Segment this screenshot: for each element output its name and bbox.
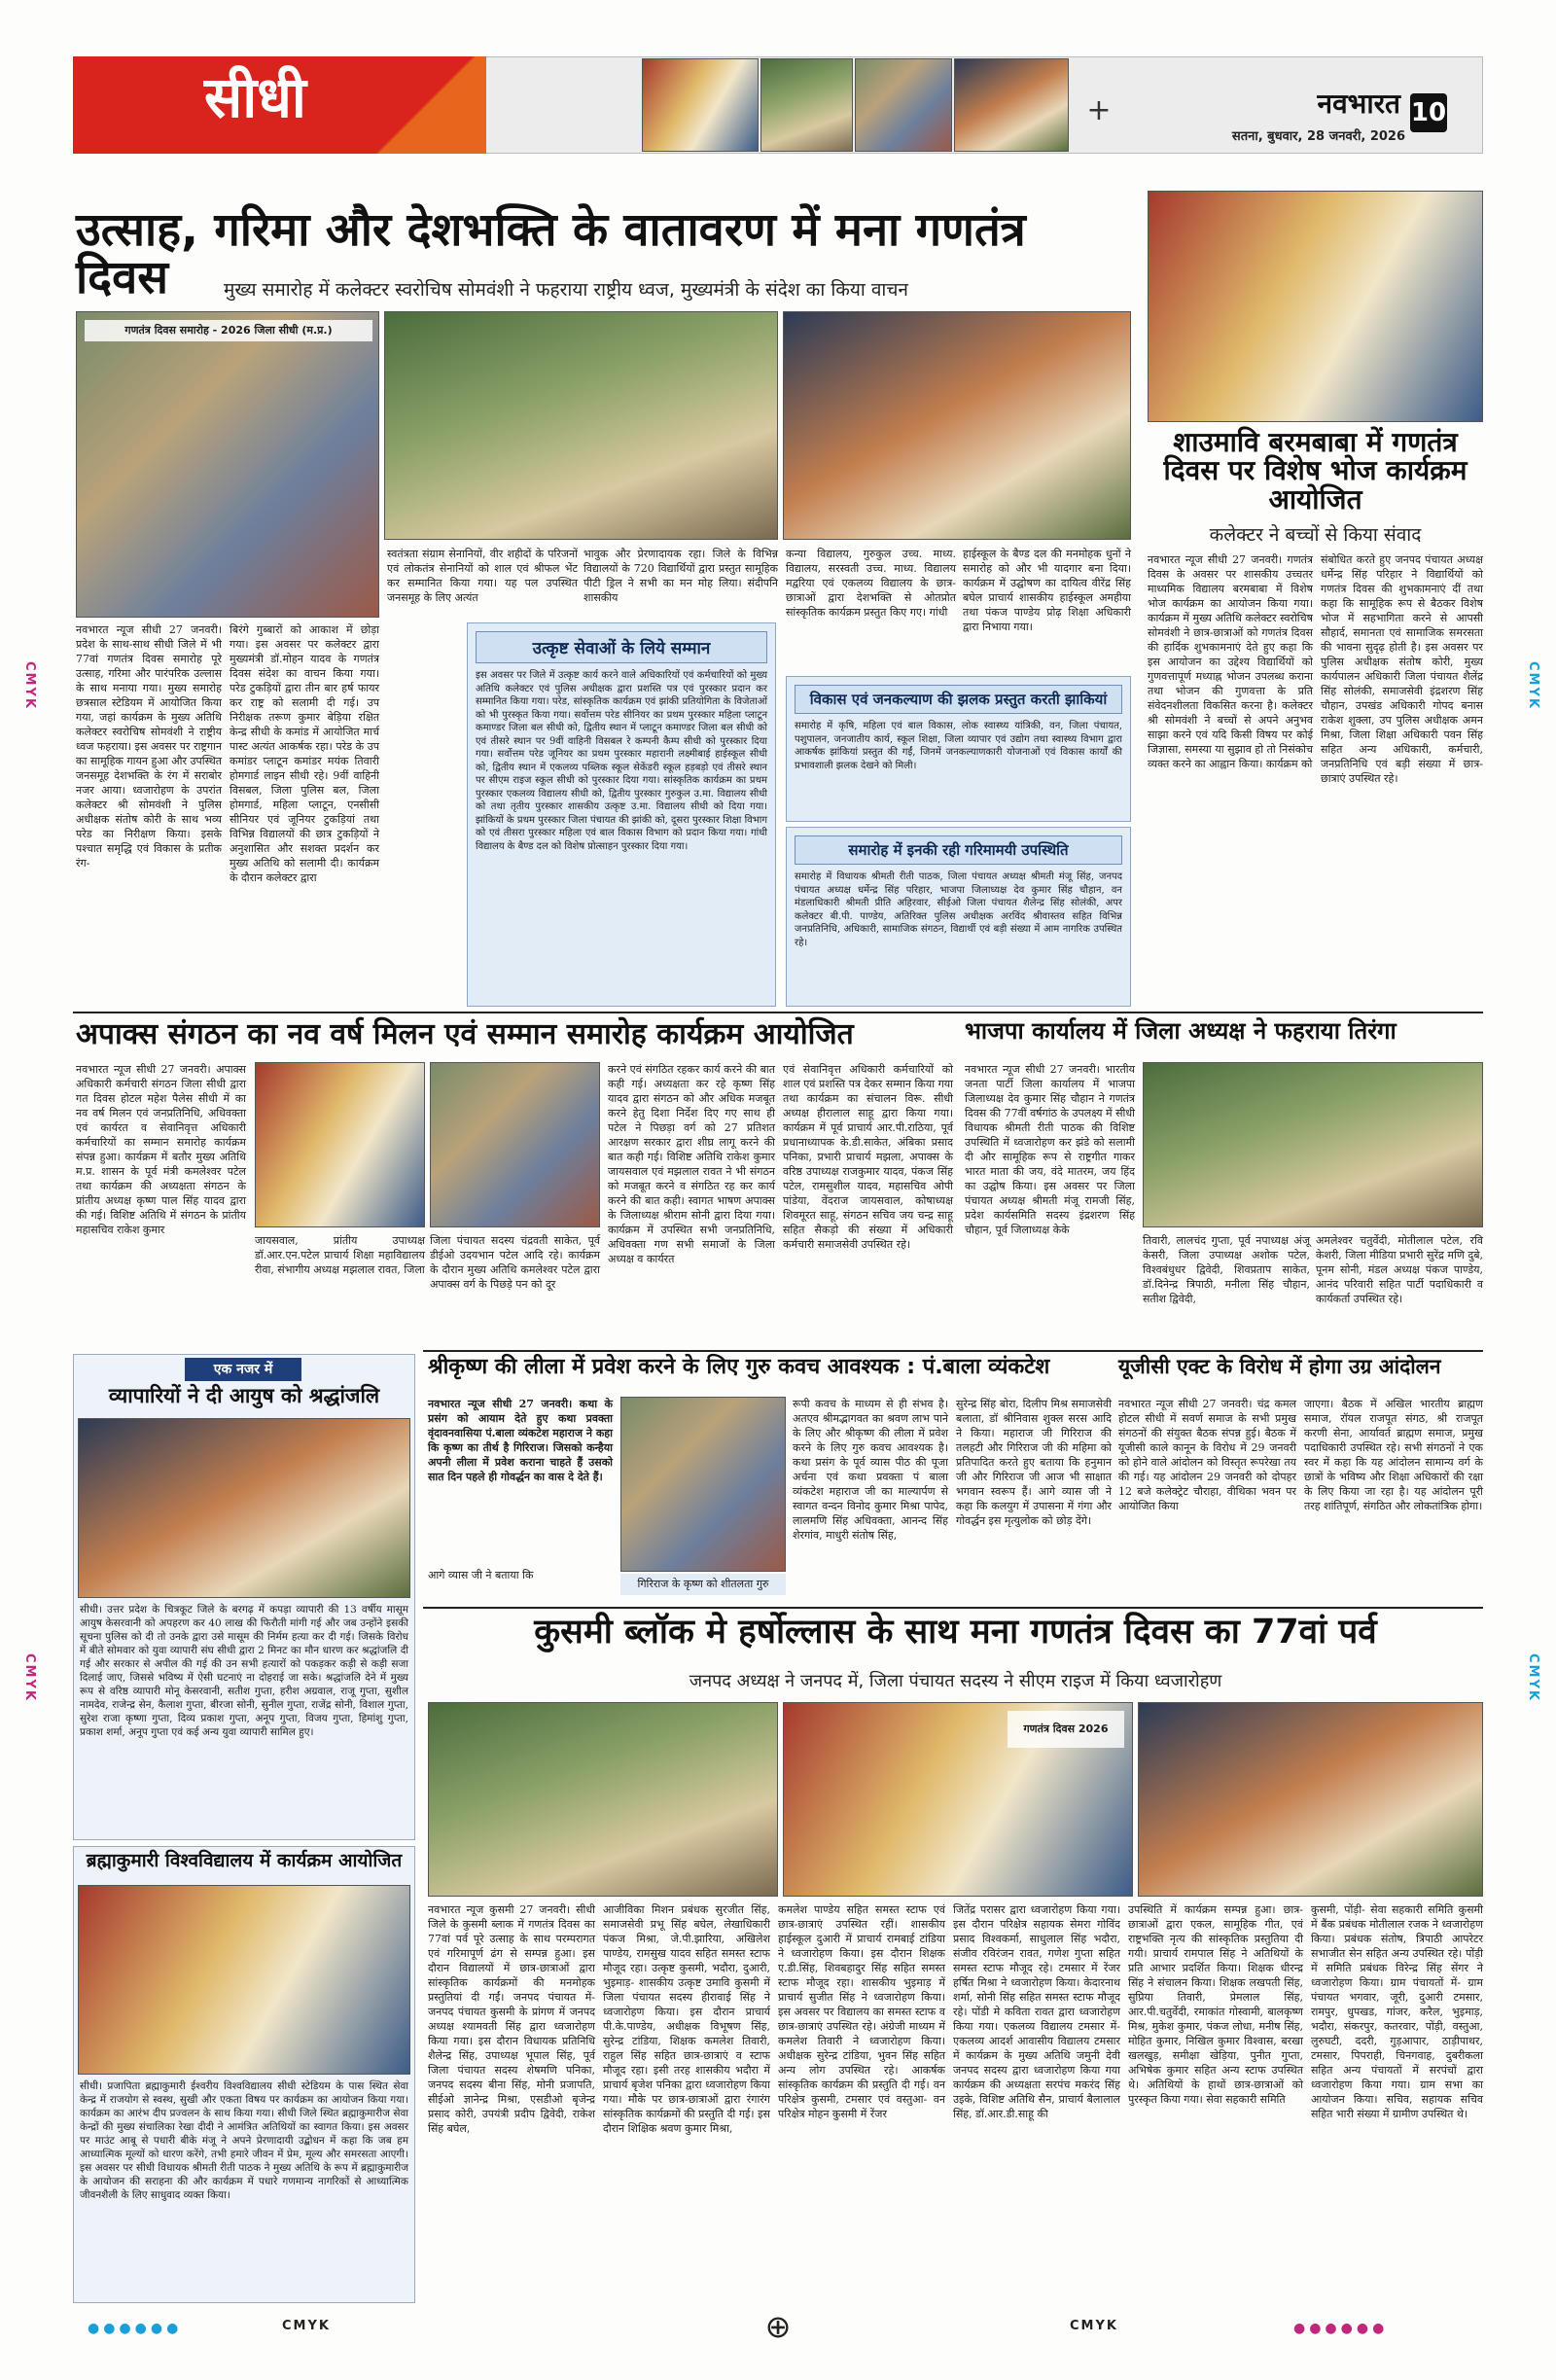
- lead-col-4: भावुक और प्रेरणादायक रहा। जिले के विभिन्न विद्यालयों के 720 विद्यार्थियों द्वारा प्रस्तुत सामूहिक पीटी ड्रिल ने सभी का मन मोह लिया। संदीपनि शासकीय: [584, 548, 778, 604]
- registration-mark-icon: ⊕: [764, 2308, 792, 2345]
- page-number: 10: [1410, 93, 1447, 132]
- cmyk-mark-left-mid: CMYK: [22, 1653, 37, 1702]
- lead-photo-drill: [783, 311, 1131, 540]
- box-dignitaries-body: समारोह में विधायक श्रीमती रीती पाठक, जिला पंचायत अध्यक्ष श्रीमती मंजू सिंह, जनपद पंचायत अध्यक्ष धर्मेन्द्र सिंह परिहार, भाजपा जिलाध्यक्ष देव कुमार सिंह चौहान, वन मंडलाधिकारी श्रीमती प्रीति अहिरवार, सीईओ जिला पंचायत शैलेन्द्र सिंह सोलंकी, अपर कलेक्टर बी.पी. पाण्डेय, अतिरिक्त पुलिस अधीक्षक अरविंद श्रीवास्तव सहित विभिन्न जनप्रतिनिधि, अधिकारी, सामाजिक संगठन, विद्यार्थी एवं बड़ी संख्या में आम नागरिक उपस्थित रहे।: [795, 871, 1122, 948]
- divider-3: [423, 1607, 1483, 1609]
- lead-col-5: कन्या विद्यालय, गुरुकुल उच्च. माध्य. विद्यालय, सरस्वती उच्च. माध्य. विद्यालय मद्वरिया एवं एकलव्य विद्यालय के छात्र-छात्राओं द्वारा देशभक्ति से ओतप्रोत सांस्कृतिक कार्यक्रम प्रस्तुत किए गए। गांधी: [786, 548, 956, 619]
- kusmi-photo-2: [783, 1702, 1133, 1897]
- box-tableaux-title: विकास एवं जनकल्याण की झलक प्रस्तुत करती झाकियां: [795, 685, 1122, 714]
- brand-name: नवभारत: [1317, 88, 1400, 120]
- bjp-headline: भाजपा कार्यालय में जिला अध्यक्ष ने फहराया तिरंगा: [965, 1017, 1397, 1045]
- color-dots-right-icon: ●●●●●●: [1293, 2321, 1389, 2336]
- cmyk-mark-right-top: CMYK: [1526, 661, 1540, 710]
- bjp-col-1: नवभारत न्यूज सीधी 27 जनवरी। भारतीय जनता पार्टी जिला कार्यालय में भाजपा जिलाध्यक्ष देव कुमार सिंह चौहान ने गणतंत्र दिवस की 77वीं वर्षगांठ के उपलक्ष्य में सीधी विधायक श्रीमती रीती पाठक की विशिष्ट उपस्थिति में ध्वजारोहण कर झंडे को सलामी दी और सामूहिक रूप से राष्ट्रगीत गाकर भारत माता की जय, वंदे मातरम, जय हिंद का उद्घोष किया। इस अवसर पर जिला पंचायत अध्यक्ष श्रीमती मंजू रामजी सिंह, प्रदेश कार्यसमिति सदस्य इंद्रशरण सिंह चौहान, पूर्व जिलाध्यक्ष केके: [965, 1063, 1135, 1236]
- kusmi-col-1: नवभारत न्यूज कुसमी 27 जनवरी। सीधी जिले के कुसमी ब्लाक में गणतंत्र दिवस का 77वां पर्व पूरे उत्साह के साथ परम्परागत एवं गरिमापूर्ण ढंग से सम्पन्न हुआ। इस दौरान विद्यालयों में छात्र-छात्राओं द्वारा सांस्कृतिक कार्यक्रमों की मनमोहक प्रस्तुतियां दी गईं। जनपद पंचायत में- जनपद पंचायत कुसमी के प्रांगण में जनपद अध्यक्ष श्यामवती सिंह द्वारा ध्वजारोहण किया गया। इस दौरान विधायक प्रतिनिधि शैलेन्द्र सिंह, उपाध्यक्ष भूपाल सिंह, पूर्व जिला पंचायत सदस्य शेषमणि पनिका, जनपद सदस्य बीना सिंह, मोनी प्रजापति, सीईओ ज्ञानेन्द्र मिश्रा, एसडीओ बृजेन्द्र प्रसाद कोरी, उपयंत्री प्रदीप द्विवेदी, राकेश सिंह बघेल,: [428, 1903, 595, 2135]
- ek-nazar-headline: व्यापारियों ने दी आयुष को श्रद्धांजलि: [108, 1384, 380, 1407]
- krishna-photo: [620, 1397, 786, 1572]
- kusmi-subhead: जनपद अध्यक्ष ने जनपद में, जिला पंचायत सदस्य ने सीएम राइज में किया ध्वजारोहण: [689, 1671, 1222, 1691]
- cmyk-mark-bottom-right: CMYK: [1070, 2319, 1118, 2333]
- lead-col-2: बिरंगे गुब्बारों को आकाश में छोड़ा गया। इस अवसर पर कलेक्टर द्वारा मुख्यमंत्री डॉ.मोहन यादव के गणतंत्र दिवस संदेश का वाचन किया गया। परेड टुकड़ियों द्वारा तीन बार हर्ष फायर कर राष्ट्र को सलामी दी गई। उप निरीक्षक तरूण कुमार बेड़िया रक्षित केन्द्र सीधी के कमांड में आयोजित मार्च पास्ट अत्यंत आकर्षक रहा। परेड के उप कमांडर प्लाटून कमांडर मयंक तिवारी होमगार्ड लाइन सीधी रहे। 9वीं वाहिनी विसबल, जिला पुलिस बल, जिला होमगार्ड, महिला प्लाटून, एनसीसी सीनियर एवं जूनियर टुकड़ियां तथा विभिन्न विद्यालयों की छात्र टुकड़ियों ने अनुशासित और सशक्त प्रदर्शन कर मुख्य अतिथि को सलामी दी। कार्यक्रम के दौरान कलेक्टर द्वारा: [230, 623, 379, 884]
- header-photo-temple: [642, 58, 759, 152]
- box-dignitaries: [786, 827, 1131, 1007]
- box-tableaux: [786, 676, 1131, 822]
- lead-col-1: नवभारत न्यूज सीधी 27 जनवरी। प्रदेश के साथ-साथ सीधी जिले में भी 77वां गणतंत्र दिवस समारोह पूरे उत्साह, गरिमा और पारंपरिक उल्लास के साथ मनाया गया। मुख्य समारोह छत्रसाल स्टेडियम में आयोजित किया गया, जहां कार्यक्रम के मुख्य अतिथि कलेक्टर स्वरोचिष सोमवंशी ने राष्ट्रीय ध्वज फहराया। इस अवसर पर राष्ट्रगान का सामूहिक गायन हुआ और उपस्थित जनसमूह देशभक्ति के रंग में सराबोर नजर आया। ध्वजारोहण के उपरांत कलेक्टर श्री सोमवंशी ने पुलिस अधीक्षक संतोष कोरी के साथ भव्य परेड का निरीक्षण किया। इसके पश्चात समृद्धि एवं विकास के प्रतीक रंग-: [76, 623, 222, 870]
- dateline: सतना, बुधवार, 28 जनवरी, 2026: [1231, 129, 1405, 144]
- bjp-photo: [1143, 1062, 1483, 1227]
- lead-headline: उत्साह, गरिमा और देशभक्ति के वातावरण में मना गणतंत्र दिवस: [76, 203, 1026, 305]
- cmyk-mark-right-mid: CMYK: [1526, 1653, 1540, 1702]
- apaks-col-5: एवं सेवानिवृत्त अधिकारी कर्मचारियों को शाल एवं प्रशस्ति पत्र देकर सम्मान किया गया तथा कार्यक्रम का संचालन विरू. सीधी अध्यक्ष हीरालाल साहू द्वारा किया गया। कार्यक्रम में पूर्व प्राचार्य आर.पी.राठिया, पूर्व प्रधानाध्यापक के.डी.साकेत, अंबिका प्रसाद पनिका, प्रभारी प्राचार्य मझला, अपाक्स के वरिष्ठ उपाध्यक्ष राजकुमार यादव, पंकज सिंह पटेल, रामसुशील यादव, महासचिव ओपी पांडेया, वेंदराज जायसवाल, कोषाध्यक्ष शिवमूरत साहू, संगठन सचिव जय चन्द्र साहू सहित सैकड़ो की संख्या में अधिकारी कर्मचारी समाजसेवी उपस्थित रहे।: [783, 1063, 953, 1251]
- color-dots-left-icon: ●●●●●●: [88, 2321, 183, 2336]
- ugc-headline: यूजीसी एक्ट के विरोध में होगा उग्र आंदोलन: [1118, 1355, 1441, 1378]
- kusmi-col-6: कुसमी, पोंड़ी- सेवा सहकारी समिति कुसमी में बैंक प्रबंधक मोतीलाल रजक ने ध्वजारोहण किया। प्रबंधक संतोष, त्रिपाठी आपरेटर सभाजीत सेन सहित अन्य उपस्थित रहे। पोंड़ी में समिति प्रबंधक विरेन्द्र सिंह सेंगर ने ध्वजारोहण किया। ग्राम पंचायतों में- ग्राम पंचायत भगवार, जूरी, दुआरी टमसार, रामपुर, धुपखड, गांजर, करैल, भुइमाड़, भदौरा, संकरपुर, कतरवार, पोंड़ी, वस्तुआ, लुरुघटी, ददरी, गुड़आपार, ठाड़ीपाथर, टमसार, पिपराही, चिनगवाह, दुबरीकला सहित अन्य पंचायतों में सरपंचों द्वारा ध्वजारोहण किया गया। ग्राम सभा का आयोजन किया। सचिव, सहायक सचिव सहित भारी संख्या में ग्रामीण उपस्थित थे।: [1311, 1903, 1483, 2120]
- lead-subhead: मुख्य समारोह में कलेक्टर स्वरोचिष सोमवंशी ने फहराया राष्ट्रीय ध्वज, मुख्यमंत्री के संदेश का किया वाचन: [224, 279, 908, 301]
- ek-nazar-photo: [78, 1418, 410, 1598]
- apaks-col-1: नवभारत न्यूज सीधी 27 जनवरी। अपाक्स अधिकारी कर्मचारी संगठन जिला सीधी द्वारा गत दिवस होटल महेश पैलेस सीधी में का नव वर्ष मिलन एवं जनप्रतिनिधि, अधिवक्ता एवं कार्यरत व सेवानिवृत्त अधिकारी कर्मचारियों का सम्मान समारोह कार्यक्रम संपन्न हुआ। कार्यक्रम में बतौर मुख्य अतिथि म.प्र. शासन के पूर्व मंत्री कमलेश्वर पटेल तथा कार्यक्रम की अध्यक्षता संगठन के प्रांतीय अध्यक्ष कृष्ण पाल सिंह यादव द्वारा की गई। विशिष्ट अतिथि में संगठन के प्रांतीय महासचिव राकेश कुमार: [76, 1063, 246, 1236]
- ek-nazar-tag: एक नजर में: [185, 1358, 301, 1381]
- kusmi-col-4: जितेंद्र परासर द्वारा ध्वजारोहण किया गया। इस दौरान परिक्षेत्र सहायक सेमरा गोविंद प्रसाद विश्वकर्मा, साधुलाल सिंह भदौरा, संजीव रविरंजन रावत, गणेश गुप्ता सहित समस्त स्टाफ मौजूद रहे। टमसार में रेंजर हर्षित मिश्रा ने ध्वजारोहण किया। केदारनाथ शर्मा, सोनी सिंह सहित समस्त स्टाफ मौजूद रहे। पोंडी मे कविता रावत द्वारा ध्वजारोहण किया गया। एकलव्य विद्यालय टमसार में- एकलव्य आदर्श आवासीय विद्यालय टमसार में कार्यक्रम के मुख्य अतिथि जमुनी देवी जनपद सदस्य द्वारा ध्वजारोहण किया गया कार्यक्रम की अध्यक्षता सरपंच मकरंद सिंह उइके, विशिष्ट अतिथि सैन, प्राचार्य बैलालाल सिंह, डॉ.आर.डी.साहू की: [953, 1903, 1120, 2120]
- apaks-col-2: जायसवाल, प्रांतीय उपाध्यक्ष डॉ.आर.एन.पटेल प्राचार्य शिक्षा महाविद्यालय रीवा, संभागीय अध्यक्ष मझलाल रावत, जिला: [255, 1234, 425, 1276]
- bhoj-subhead: कलेक्टर ने बच्चों से किया संवाद: [1209, 524, 1422, 546]
- apaks-photo-2: [430, 1062, 600, 1227]
- bjp-col-3: अमलेश्वर चतुर्वेदी, मोतीलाल पटेल, रवि केशरी, जिला मीडिया प्रभारी सुरेंद्र मणि दुबे, पूनम सोनी, मंडल अध्यक्ष पंकज पाण्डेय, आनंद परिवारी सहित पार्टी पदाधिकारी व कार्यकर्ता उपस्थित रहे।: [1316, 1234, 1483, 1305]
- lead-photo-flag-hoisting: [76, 311, 379, 618]
- header-photo-field: [855, 58, 952, 152]
- section-name: सीधी: [204, 64, 306, 130]
- kusmi-col-3: कमलेश पाण्डेय सहित समस्त स्टाफ एवं छात्र-छात्राएं उपस्थित रहीं। शासकीय हाईस्कूल दुआरी में प्राचार्य रामबाई टांडिया ने ध्वजारोहण किया। इस दौरान शिक्षक ए.डी.सिंह, शिवबहादुर सिंह सहित समस्त स्टाफ मौजूद रहा। शासकीय भुइमाड़ में प्राचार्य सुजीत सिंह ने ध्वजारोहण किया। इस अवसर पर विद्यालय का समस्त स्टाफ व छात्र-छात्राएं उपस्थित रहे। अंग्रेजी माध्यम में कमलेश तिवारी ने ध्वजारोहण किया। अधीक्षक सुरेन्द्र टांडिया, भुवन सिंह सहित अन्य लोग उपस्थित रहे। आकर्षक सांस्कृतिक कार्यक्रम की प्रस्तुति दी गई। वन परिक्षेत्र कुसमी, टमसार एवं वस्तुआ- वन परिक्षेत्र मोहन कुसमी में रेंजर: [778, 1903, 945, 2120]
- ugc-col-1: नवभारत न्यूज सीधी 27 जनवरी। चंद्र कमल होटल सीधी में सवर्ण समाज के सभी प्रमुख संगठनों की संयुक्त बैठक संपन्न हुई। बैठक में यूजीसी काले कानून के विरोध में 29 जनवरी को होने वाले आंदोलन को विस्तृत रूपरेखा तय की गई। यह आंदोलन 29 जनवरी को दोपहर 12 बजे कलेक्ट्रेट चौराहा, वीथिका भवन पर आयोजित किया: [1118, 1398, 1296, 1512]
- box-dignitaries-title: समारोह में इनकी रही गरिमामयी उपस्थिति: [795, 835, 1122, 865]
- divider-1: [73, 1012, 1483, 1013]
- krishna-headline: श्रीकृष्ण की लीला में प्रवेश करने के लिए गुरु कवच आवश्यक : पं.बाला व्यंकटेश: [428, 1355, 1050, 1379]
- apaks-col-3: जिला पंचायत सदस्य चंद्रवती साकेत, पूर्व डीईओ उदयभान पटेल आदि रहे। कार्यक्रम के दौरान मुख्य अतिथि कमलेश्वर पटेल द्वारा अपाक्स वर्ग के पिछड़े पन को दूर: [430, 1234, 600, 1291]
- divider-2: [423, 1350, 1483, 1352]
- brahmakumari-photo: [78, 1885, 410, 2075]
- kusmi-headline: कुसमी ब्लॉक मे हर्षोल्लास के साथ मना गणतंत्र दिवस का 77वां पर्व: [534, 1613, 1377, 1652]
- cmyk-mark-left-top: CMYK: [22, 661, 37, 710]
- krishna-lede: नवभारत न्यूज सीधी 27 जनवरी। कथा के प्रसंग को आयाम देते हुए कथा प्रवक्ता वृंदावनवासिया पं.बाला व्यंकटेश महाराज ने कहा कि कृष्ण का तीर्थ है गिरिराज। जिसको कन्हैया अपनी लीला में प्रवेश कराना चाहते हैं उसको सात दिन पहले ही गोवर्द्धन का वास दे देते हैं।: [428, 1398, 613, 1483]
- krishna-photo-caption: गिरिराज के कृष्ण को शीतलता गुरु: [620, 1574, 786, 1595]
- box-honours-body: इस अवसर पर जिले में उत्कृष्ट कार्य करने वाले अधिकारियों एवं कर्मचारियों को मुख्य अतिथि कलेक्टर एवं पुलिस अधीक्षक द्वारा प्रशस्ति पत्र एवं पुरस्कार प्रदान कर सम्मानित किया गया। परेड, सांस्कृतिक कार्यक्रम एवं झांकी प्रतियोगिता के विजेताओं को भी पुरस्कृत किया गया। सर्वोत्तम परेड सीनियर का प्रथम पुरस्कार महिला प्लाटून कमाण्डर जिला बल सीधी को, द्वितीय स्थान में प्लाटून कमाण्डर जिला बल सीधी को एवं तीसरे स्थान पर 9वीं वाहिनी विसबल रे कम्पनी कैम्प सीधी को पुरस्कार दिया गया। सर्वोत्तम परेड जूनियर का प्रथम पुरस्कार महारानी लक्ष्मीबाई हाईस्कूल सीधी को, द्वितीय स्थान में एकलव्य पब्लिक स्कूल सेकेंडरी स्कूल हड़बड़ो एवं तीसरे स्थान पर सीएम राइज स्कूल सीधी को पुरस्कार दिया गया। सांस्कृतिक कार्यक्रम का प्रथम पुरस्कार एकलव्य विद्यालय सीधी को, द्वितीय पुरस्कार गुरुकुल उ.मा. विद्यालय सीधी को तथा तृतीय पुरस्कार शासकीय उत्कृष्ट उ.मा. विद्यालय सीधी को दिया गया। झांकियों के प्रथम पुरस्कार जिला पंचायत की झांकी को, दूसरा पुरस्कार शिक्षा विभाग को एवं तीसरा पुरस्कार महिला एवं बाल विकास विभाग को प्रदान किया गया। गांधी विद्यालय के बैण्ड दल को विशेष प्रोत्साहन पुरस्कार दिया गया।: [476, 670, 767, 852]
- bhoj-headline: शाउमावि बरमबाबा में गणतंत्र दिवस पर विशेष भोज कार्यक्रम आयोजित: [1163, 426, 1468, 515]
- kusmi-photo-banner: गणतंत्र दिवस 2026: [1008, 1711, 1124, 1748]
- kusmi-photo-3: [1138, 1702, 1483, 1897]
- header-photo-crocodile: [954, 58, 1069, 152]
- apaks-photo-1: [255, 1062, 425, 1227]
- bjp-col-2: तिवारी, लालचंद गुप्ता, पूर्व नपाध्यक्ष अंजू केसरी, जिला उपाध्यक्ष अशोक पटेल, विश्वबंधुधर द्विवेदी, शिवप्रताप साकेत, डॉ.दिनेन्द्र त्रिपाठी, मनीला सिंह चौहान, सतीश द्विवेदी,: [1143, 1234, 1310, 1305]
- kusmi-col-5: उपस्थिति में कार्यक्रम सम्पन्न हुआ। छात्र-छात्राओं द्वारा एकल, सामूहिक गीत, एवं राष्ट्रभक्ति नृत्य की सांस्कृतिक प्रस्तुतिया दी गयी। प्राचार्य रामपाल सिंह ने अतिथियों के प्रति आभार प्रदर्शित किया। शिक्षक धीरन्द्र सिंह ने संचालन किया। शिक्षक लखपती सिंह, सुप्रिया तिवारी, प्रेमलाल सिंह, आर.पी.चतुर्वेदी, रमाकांत गोस्वामी, बालकृष्ण मिश्र, मुकेश कुमार, पंकज लोधा, मनीष सिंह, मोहित कुमार, निखिल कुमार विश्वास, बरखा खलखुड़, समीक्षा खेड़िया, पुनीत गुप्ता, अभिषेक कुमार सहित अन्य स्टाफ उपस्थित थे। अतिथियों के हाथों छात्र-छात्राओं को पुरस्कृत किया गया। सेवा सहकारी समिति: [1128, 1903, 1303, 2106]
- kusmi-photo-1: [428, 1702, 778, 1897]
- lead-col-3: स्वतंत्रता संग्राम सेनानियों, वीर शहीदों के परिजनों एवं लोकतंत्र सेनानियों को शाल एवं श्रीफल भेंट कर सम्मानित किया गया। यह पल उपस्थित जनसमूह के लिए अत्यंत: [387, 548, 578, 604]
- brahmakumari-body: सीधी। प्रजापिता ब्रह्माकुमारी ईश्वरीय विश्वविद्यालय सीधी स्टेडियम के पास स्थित सेवा केन्द्र में राजयोग से स्वस्थ, सुखी और एकता विषय पर कार्यक्रम का आयोजन किया गया। कार्यक्रम का आरंभ दीप प्रज्वलन के साथ किया गया। सीधी जिले स्थित ब्रह्माकुमारीज सेवा केन्द्रों की मुख्य संचालिका रेखा दीदी ने आमंत्रित अतिथियों का स्वागत किया। इस अवसर पर माउंट आबू से पधारी बीके मंजू ने अपने प्रेरणादायी उद्बोधन में कहा कि जब हम आध्यात्मिक मूल्यों को धारण करेंगे, तभी हमारे जीवन में प्रेम, मूल्य और समरसता आएगी। इस अवसर पर सीधी विधायक श्रीमती रीती पाठक ने मुख्य अतिथि के रूप में ब्रह्माकुमारीज के आयोजन की सराहना की और कार्यक्रम में पधारे गणमान्य नागरिकों से आध्यात्मिक जीवनशैली के लिए साधुवाद व्यक्त किया।: [80, 2080, 408, 2201]
- bhoj-photo: [1148, 191, 1483, 422]
- box-tableaux-body: समारोह में कृषि, महिला एवं बाल विकास, लोक स्वास्थ्य यांत्रिकी, वन, जिला पंचायत, पशुपालन, जनजातीय कार्य, स्कूल शिक्षा, जिला व्यापार एवं उद्योग तथा स्वास्थ्य विभाग द्वारा आकर्षक झांकियां प्रस्तुत की गईं, जिनमें जनकल्याणकारी योजनाओं एवं विकास कार्यों की प्रभावशाली झलक देखने को मिली।: [795, 721, 1122, 771]
- crop-mark-icon: +: [1086, 93, 1112, 127]
- krishna-col-2: आगे व्यास जी ने बताया कि: [428, 1569, 534, 1581]
- bhoj-col-1: नवभारत न्यूज सीधी 27 जनवरी। गणतंत्र दिवस के अवसर पर शासकीय उच्चतर माध्यमिक विद्यालय बरमबाबा में विशेष भोज कार्यक्रम का आयोजन किया गया। कार्यक्रम में मुख्य अतिथि कलेक्टर स्वरोचिष सोमवंशी ने छात्र-छात्राओं को गणतंत्र दिवस की हार्दिक शुभकामनाएं देते हुए कहा कि इस आयोजन का उद्देश्य विद्यार्थियों को गुणवत्तापूर्ण मध्याह्न भोजन उपलब्ध कराना तथा भोजन की गुणवत्ता के प्रति संवेदनशीलता विकसित करना है। कलेक्टर श्री सोमवंशी ने बच्चों से अपने अनुभव साझा करने एवं यदि किसी विषय पर कोई जिज्ञासा, समस्या या सुझाव हो तो निसंकोच व्यक्त करने का आह्वान किया। कार्यक्रम को: [1148, 553, 1313, 770]
- header-photo-building: [760, 58, 853, 152]
- bhoj-col-2: संबोधित करते हुए जनपद पंचायत अध्यक्ष धर्मेन्द्र सिंह परिहार ने विद्यार्थियों को गणतंत्र दिवस की शुभकामनाएं दीं तथा कहा कि सामूहिक रूप से बैठकर विशेष भोज में सहभागिता करने से आपसी सौहार्द, समानता एवं सामाजिक समरसता की भावना सुदृढ़ होती है। इस अवसर पर पुलिस अधीक्षक संतोष कोरी, मुख्य कार्यपालन अधिकारी जिला पंचायत शैलेंद्र सिंह सोलंकी, समाजसेवी इंद्रशरण सिंह चौहान, उपखंड अधिकारी गोपद बनास राकेश शुक्ला, उप पुलिस अधीक्षक अमन मिश्रा, जिला शिक्षा अधिकारी पवन सिंह सहित अन्य अधिकारी, कर्मचारी, जनप्रतिनिधि एवं बड़ी संख्या में छात्र-छात्राएं उपस्थित रहे।: [1321, 553, 1483, 785]
- kusmi-col-2: आजीविका मिशन प्रबंधक सुरजीत सिंह, समाजसेवी प्रभू सिंह बघेल, लेखाधिकारी पंकज मिश्रा, जे.पी.झारिया, अखिलेश पाण्डेय, रामसुख यादव सहित समस्त स्टाफ मौजूद रहा। उत्कृष्ट कुसमी, भदौरा, दुआरी, भुइमाड़- शासकीय उत्कृष्ट उमावि कुसमी में जिला पंचायत सदस्य हीरावाई सिंह ने ध्वजारोहण किया। इस दौरान प्राचार्य पी.के.पाण्डेय, अधीक्षक विभूषण सिंह, सुरेन्द्र टांडिया, शिक्षक कमलेश तिवारी, राहुल सिंह सहित छात्र-छात्राएं व स्टाफ मौजूद रहा। इसी तरह शासकीय भदौरा में प्राचार्य बृजेश पनिका द्वारा ध्वजारोहण किया गया। मौके पर छात्र-छात्राओं द्वारा रंगारंग सांस्कृतिक कार्यक्रमों की प्रस्तुति दी गई। इस दौरान शिक्षिक श्रवण कुमार मिश्रा,: [603, 1903, 770, 2135]
- apaks-headline: अपाक्स संगठन का नव वर्ष मिलन एवं सम्मान समारोह कार्यक्रम आयोजित: [76, 1017, 854, 1051]
- krishna-col-4: सुरेन्द्र सिंह बोरा, दिलीप मिश्र समाजसेवी बलाता, डॉ श्रीनिवास शुक्ल सरस आदि ने किया। महाराज जी गिरिराज की तलहटी और गिरिराज जी की महिमा को प्रतिपादित करते हुए बताया कि हनुमान जी और गिरिराज जी आज भी साक्षात भगवान स्वरूप हैं। आगे व्यास जी ने कहा कि कलयुग में उपासना में गंगा और गोवर्द्धन इस मृत्युलोक को छोड़ देंगे।: [956, 1398, 1112, 1527]
- cmyk-mark-bottom-left: CMYK: [282, 2319, 331, 2333]
- box-honours: [467, 622, 776, 1007]
- ek-nazar-body: सीधी। उत्तर प्रदेश के चित्रकूट जिले के बरगढ़ में कपड़ा व्यापारी की 13 वर्षीय मासूम आयुष केसरवानी को अपहरण कर 40 लाख की फिरौती मांगी गई और जब उन्होंने इसकी सूचना पुलिस को दी तो उनके द्वारा उसे मासूम की निर्मम हत्या कर दी गई। जिसके विरोध में बीते सोमवार को युवा व्यापारी संघ सीधी द्वारा 2 मिनट का मौन धारण कर श्रद्धांजलि दी गई और सरकार से अपील की गई की उन सभी हत्यारों को पकड़कर कड़ी से कड़ी सजा दिलाई जाए, जिससे भविष्य में ऐसी घटनाएं ना दोहराई जा सके। श्रद्धांजलि देने में मुख्य रूप से वरिष्ठ व्यापारी मोनू केसरवानी, सतीश गुप्ता, हरीश अग्रवाल, राजू गुप्ता, सुशील नामदेव, राजेन्द्र सेन, कैलाश गुप्ता, बीरजा सोनी, सुनील गुप्ता, राजेंद्र सोनी, विशाल गुप्ता, सुरेश राजा कृष्णा गुप्ता, दिव्य प्रकाश गुप्ता, अनूप गुप्ता, विजय गुप्ता, हिमांशु गुप्ता, प्रकाश शर्मा, अनूप गुप्ता एवं कई अन्य युवा व्यापारी सामिल हुए।: [80, 1604, 408, 1738]
- ugc-col-2: जाएगा। बैठक में अखिल भारतीय ब्राह्मण समाज, रॉयल राजपूत संगठ, श्री राजपूत करणी सेना, आर्यावर्त ब्राह्मण समाज, प्रमुख पदाधिकारी उपस्थित रहे। सभी संगठनों ने एक स्वर में कहा कि यह आंदोलन सामान्य वर्ग के छात्रों के भविष्य और शिक्षा अधिकारों की रक्षा के लिए किया जा रहा है। यह आंदोलन पूरी तरह शांतिपूर्ण, संगठित और लोकतांत्रिक होगा।: [1304, 1398, 1483, 1512]
- lead-photo-banner: गणतंत्र दिवस समारोह - 2026 जिला सीधी (म.प्र.): [85, 320, 372, 341]
- lead-photo-parade: [384, 311, 778, 540]
- lead-col-6: हाईस्कूल के बैण्ड दल की मनमोहक धुनों ने समारोह को और भी यादगार बना दिया। कार्यक्रम में उद्घोषण का दायित्व वीरेंद्र सिंह बघेल प्राचार्य शासकीय हाईस्कूल अमहीया तथा पंकज पाण्डेय प्रोढ़ शिक्षा अधिकारी द्वारा निभाया गया।: [963, 548, 1131, 633]
- box-honours-title: उत्कृष्ट सेवाओं के लिये सम्मान: [476, 631, 767, 663]
- krishna-col-3: रूपी कवच के माध्यम से ही संभव है। अतएव श्रीमद्भागवत का श्रवण लाभ पाने के लिए और श्रीकृष्ण की लीला में प्रवेश करने के लिए गुरु कवच आवश्यक है। कथा प्रसंग के पूर्व व्यास पीठ की पूजा अर्चना एवं कथा प्रवक्ता पं बाला व्यंकटेश महाराज जी का माल्यार्पण से स्वागत वन्दन विनोद कुमार मिश्रा पापेद, लालमणि सिंह अधिवक्ता, आनन्द सिंह शेरगांव, माधुरी संतोष सिंह,: [793, 1398, 948, 1542]
- brahmakumari-headline: ब्रह्माकुमारी विश्वविद्यालय में कार्यक्रम आयोजित: [86, 1850, 403, 1871]
- apaks-col-4: करने एवं संगठित रहकर कार्य करने की बात कही गई। अध्यक्षता कर रहे कृष्ण सिंह यादव द्वारा संगठन को और अधिक मजबूत करने हेतु दिशा निर्देश दिए गए साथ ही पटेल ने पिछड़ा वर्ग को 27 प्रतिशत आरक्षण सरकार द्वारा शीघ्र लागू करने की बात कही गई। विशिष्ट अतिथि राकेश कुमार जायसवाल एवं मझलाल रावत ने भी संगठन को मजबूत करने व संगठित रह कर कार्य करने की बात कही। स्वागत भाषण अपाक्स के जिलाध्यक्ष श्रीराम सोनी द्वारा दिया गया। कार्यक्रम में उपस्थित सभी जनप्रतिनिधि, अधिवक्ता गण सभी समाजों के जिला अध्यक्ष व कार्यरत: [608, 1063, 775, 1265]
